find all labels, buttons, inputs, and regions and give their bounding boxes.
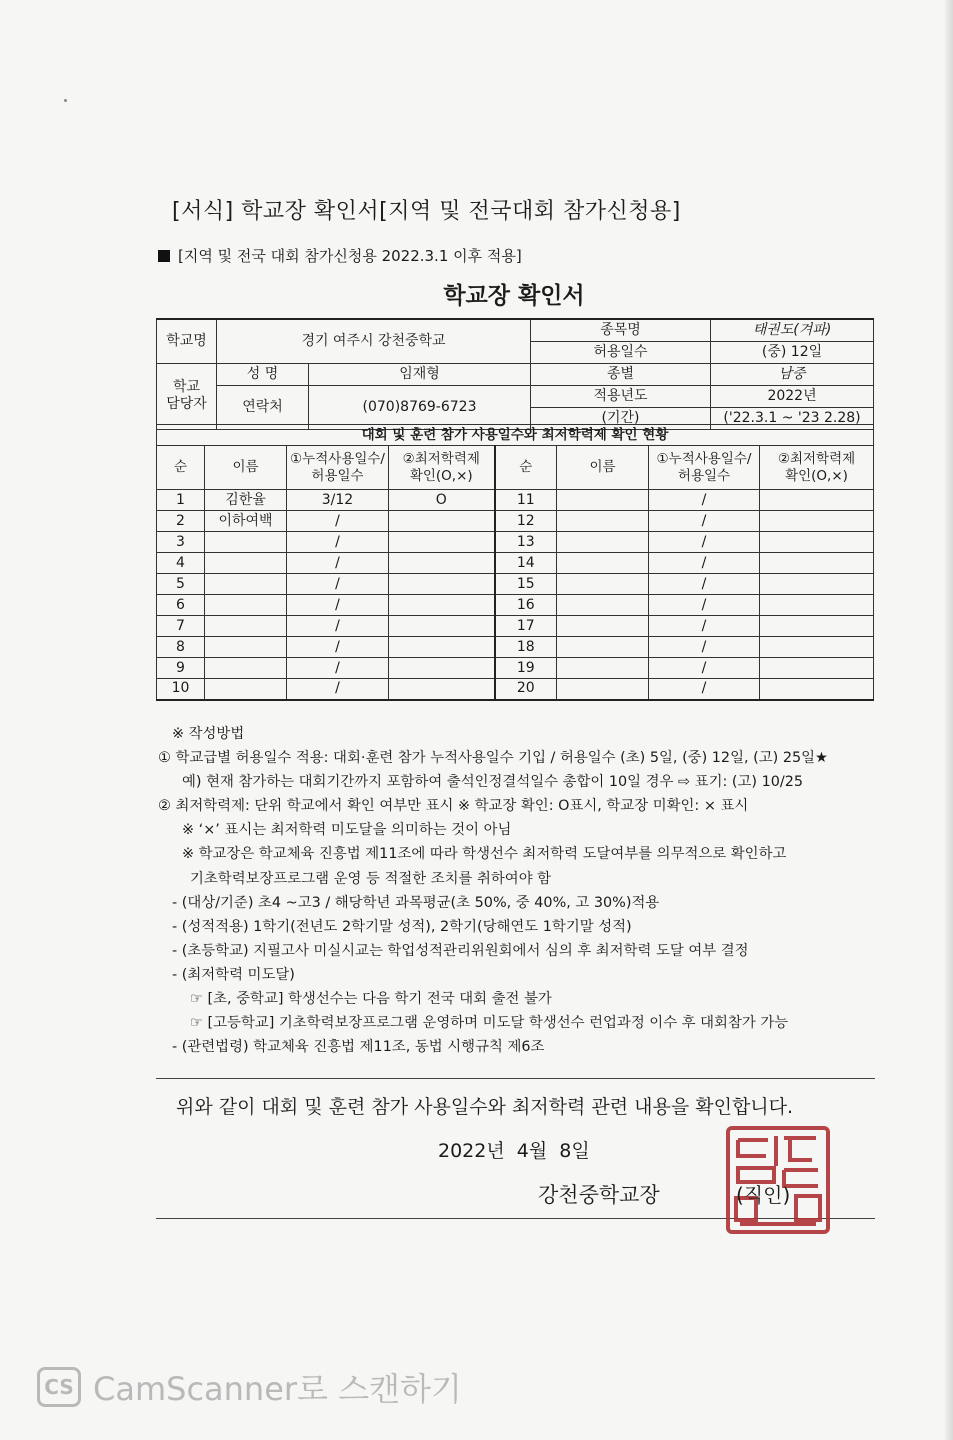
- row-check-right: [760, 553, 874, 574]
- row-days-right: /: [649, 679, 760, 700]
- square-bullet-icon: [158, 250, 170, 262]
- category-label: 종별: [531, 363, 711, 385]
- allowed-days-label: 허용일수: [531, 341, 711, 363]
- row-no-right: 15: [495, 574, 557, 595]
- row-name-right: [557, 574, 649, 595]
- row-name: [205, 658, 287, 679]
- header-days: [287, 446, 389, 490]
- row-name: [205, 637, 287, 658]
- row-check-right: [760, 679, 874, 700]
- table-row: [157, 553, 874, 574]
- row-days: /: [287, 658, 389, 679]
- row-days: /: [287, 532, 389, 553]
- header-days-line1: ①누적사용일수/: [290, 451, 385, 468]
- row-no-right: 13: [495, 532, 557, 553]
- participation-status-table: [156, 424, 874, 701]
- allowed-days-value: (중) 12일: [711, 341, 874, 363]
- row-name: [205, 574, 287, 595]
- row-check-right: [760, 532, 874, 553]
- row-check-right: [760, 595, 874, 616]
- row-no: 10: [157, 679, 205, 700]
- row-days-right: /: [649, 595, 760, 616]
- detail-4: - (최저학력 미도달): [172, 966, 295, 983]
- table-row: [157, 490, 874, 511]
- detail-3: - (초등학교) 지필고사 미실시교는 학업성적관리위원회에서 심의 후 최저학력 도달 여부 결정: [172, 942, 749, 959]
- row-no: 6: [157, 595, 205, 616]
- header-days-right: [649, 446, 760, 490]
- row-days: /: [287, 595, 389, 616]
- notes-heading: ※ 작성방법: [172, 726, 245, 742]
- year-label-2: (기간): [531, 407, 711, 429]
- row-name: [205, 679, 287, 700]
- instructions-section: [158, 722, 828, 1059]
- subtitle-text: [지역 및 전국 대회 참가신청용 2022.3.1 이후 적용]: [178, 247, 522, 265]
- table-row: [157, 658, 874, 679]
- row-days-right: /: [649, 532, 760, 553]
- header-days-right-line2: 허용일수: [677, 467, 731, 484]
- document-title: 학교장 확인서: [443, 283, 585, 309]
- table-row: [157, 616, 874, 637]
- header-check: [389, 446, 495, 490]
- row-no: 9: [157, 658, 205, 679]
- row-name: [205, 553, 287, 574]
- row-check-right: [760, 658, 874, 679]
- row-name-right: [557, 595, 649, 616]
- detail-1: - (대상/기준) 초4 ~고3 / 해당학년 과목평균(초 50%, 중 40%, 고 30%)적용: [172, 894, 660, 911]
- period-value: ('22.3.1 ~ '23 2.28): [711, 407, 874, 429]
- row-name-right: [557, 511, 649, 532]
- table-row: [157, 595, 874, 616]
- row-name: [205, 616, 287, 637]
- row-check: [389, 658, 495, 679]
- row-days: /: [287, 511, 389, 532]
- row-check: [389, 595, 495, 616]
- detail-4a: ☞ [초, 중학교] 학생선수는 다음 학기 전국 대회 출전 불가: [190, 991, 552, 1008]
- table-row: [157, 574, 874, 595]
- row-days-right: /: [649, 511, 760, 532]
- contact-label: 연락처: [217, 385, 309, 429]
- contact-value: (070)8769-6723: [309, 385, 531, 429]
- form-title: [서식] 학교장 확인서[지역 및 전국대회 참가신청용]: [172, 199, 681, 224]
- row-no: 3: [157, 532, 205, 553]
- manager-name: 임재형: [309, 363, 531, 385]
- row-no-right: 16: [495, 595, 557, 616]
- header-check-right-line2: 확인(O,×): [785, 467, 848, 484]
- school-info-table: [156, 318, 874, 430]
- row-days: /: [287, 553, 389, 574]
- row-days-right: /: [649, 490, 760, 511]
- category-value: 남중: [711, 363, 874, 385]
- row-no-right: 11: [495, 490, 557, 511]
- row-no: 5: [157, 574, 205, 595]
- row-no-right: 12: [495, 511, 557, 532]
- scan-speck: [64, 99, 67, 102]
- note-2c: 기초학력보장프로그램 운영 등 적절한 조치를 취하여야 함: [190, 870, 552, 887]
- header-name-right: 이름: [557, 446, 649, 490]
- row-name-right: [557, 532, 649, 553]
- row-days-right: /: [649, 637, 760, 658]
- header-name: 이름: [205, 446, 287, 490]
- row-check-right: [760, 574, 874, 595]
- row-check: [389, 553, 495, 574]
- header-days-right-line1: ①누적사용일수/: [656, 451, 752, 468]
- sport-label: 종목명: [531, 319, 711, 341]
- principal-signature: 강천중학교장: [538, 1183, 660, 1207]
- divider-top: [156, 1078, 875, 1079]
- year-label-1: 적용년도: [531, 385, 711, 407]
- subtitle: [158, 245, 522, 266]
- row-check-right: [760, 490, 874, 511]
- issue-date: 2022년 4월 8일: [438, 1140, 590, 1162]
- row-name-right: [557, 490, 649, 511]
- header-check-line2: 확인(O,×): [409, 467, 473, 484]
- row-check: [389, 574, 495, 595]
- row-name-right: [557, 553, 649, 574]
- row-check: [389, 532, 495, 553]
- seal-note: (직인): [736, 1183, 791, 1207]
- row-days-right: /: [649, 553, 760, 574]
- detail-2: - (성적적용) 1학기(전년도 2학기말 성적), 2학기(당해연도 1학기말 성적): [172, 918, 632, 935]
- page-edge-shadow: [945, 0, 953, 1440]
- row-check: O: [389, 490, 495, 511]
- row-name: 이하여백: [205, 511, 287, 532]
- row-days: 3/12: [287, 490, 389, 511]
- row-name: [205, 595, 287, 616]
- note-1-example: 예) 현재 참가하는 대회기간까지 포함하여 출석인정결석일수 총합이 10일 경우 ⇨ 표기: (고) 10/25: [182, 774, 804, 791]
- manager-label-line1: 학교: [172, 379, 201, 396]
- row-no: 1: [157, 490, 205, 511]
- note-1: ① 학교급별 허용일수 적용: 대회·훈련 참가 누적사용일수 기입 / 허용일수 (초) 5일, (중) 12일, (고) 25일★: [158, 750, 828, 767]
- header-no-right: 순: [495, 446, 557, 490]
- table-row: [157, 532, 874, 553]
- header-check-line1: ②최저학력제: [402, 451, 480, 468]
- note-2a: ※ ‘×’ 표시는 최저학력 미도달을 의미하는 것이 아님: [182, 822, 512, 839]
- row-check: [389, 637, 495, 658]
- row-name-right: [557, 637, 649, 658]
- status-title: 대회 및 훈련 참가 사용일수와 최저학력제 확인 현황: [157, 425, 874, 446]
- row-check-right: [760, 511, 874, 532]
- sport-value: 태권도(겨파): [711, 319, 874, 341]
- year-value: 2022년: [711, 385, 874, 407]
- row-no: 2: [157, 511, 205, 532]
- row-days: /: [287, 574, 389, 595]
- note-2: ② 최저학력제: 단위 학교에서 확인 여부만 표시 ※ 학교장 확인: O표시, 학교장 미확인: × 표시: [158, 798, 749, 815]
- header-days-line2: 허용일수: [311, 467, 364, 484]
- note-2b: ※ 학교장은 학교체육 진흥법 제11조에 따라 학생선수 최저학력 도달여부를 의무적으로 확인하고: [182, 846, 787, 863]
- row-check: [389, 679, 495, 700]
- school-name: 경기 여주시 강천중학교: [217, 319, 531, 363]
- row-no-right: 18: [495, 637, 557, 658]
- detail-4b: ☞ [고등학교] 기초학력보장프로그램 운영하며 미도달 학생선수 런업과정 이수 후 대회참가 가능: [190, 1015, 789, 1032]
- camscanner-logo-icon: CS: [37, 1367, 81, 1407]
- row-no-right: 14: [495, 553, 557, 574]
- row-name: 김한율: [205, 490, 287, 511]
- row-days: /: [287, 637, 389, 658]
- watermark-text: CamScanner로 스캔하기: [93, 1370, 462, 1408]
- table-row: [157, 511, 874, 532]
- row-no: 4: [157, 553, 205, 574]
- row-check: [389, 616, 495, 637]
- school-name-label: 학교명: [157, 319, 217, 363]
- table-row: [157, 637, 874, 658]
- row-days-right: /: [649, 616, 760, 637]
- header-check-right-line1: ②최저학력제: [777, 451, 856, 468]
- camscanner-watermark: [37, 1364, 462, 1410]
- row-name-right: [557, 616, 649, 637]
- row-no-right: 19: [495, 658, 557, 679]
- confirmation-statement: 위와 같이 대회 및 훈련 참가 사용일수와 최저학력 관련 내용을 확인합니다.: [176, 1096, 794, 1118]
- manager-label: [157, 363, 217, 429]
- row-name-right: [557, 679, 649, 700]
- row-check: [389, 511, 495, 532]
- header-check-right: [760, 446, 874, 490]
- row-check-right: [760, 637, 874, 658]
- row-no: 8: [157, 637, 205, 658]
- row-days-right: /: [649, 574, 760, 595]
- header-no: 순: [157, 446, 205, 490]
- row-no-right: 17: [495, 616, 557, 637]
- name-label: 성 명: [217, 363, 309, 385]
- row-no-right: 20: [495, 679, 557, 700]
- row-name-right: [557, 658, 649, 679]
- manager-label-line2: 담당자: [166, 396, 207, 412]
- row-no: 7: [157, 616, 205, 637]
- row-days: /: [287, 616, 389, 637]
- row-check-right: [760, 616, 874, 637]
- row-days: /: [287, 679, 389, 700]
- row-days-right: /: [649, 658, 760, 679]
- table-row: [157, 679, 874, 700]
- row-name: [205, 532, 287, 553]
- detail-5: - (관련법령) 학교체육 진흥법 제11조, 동법 시행규칙 제6조: [172, 1039, 545, 1056]
